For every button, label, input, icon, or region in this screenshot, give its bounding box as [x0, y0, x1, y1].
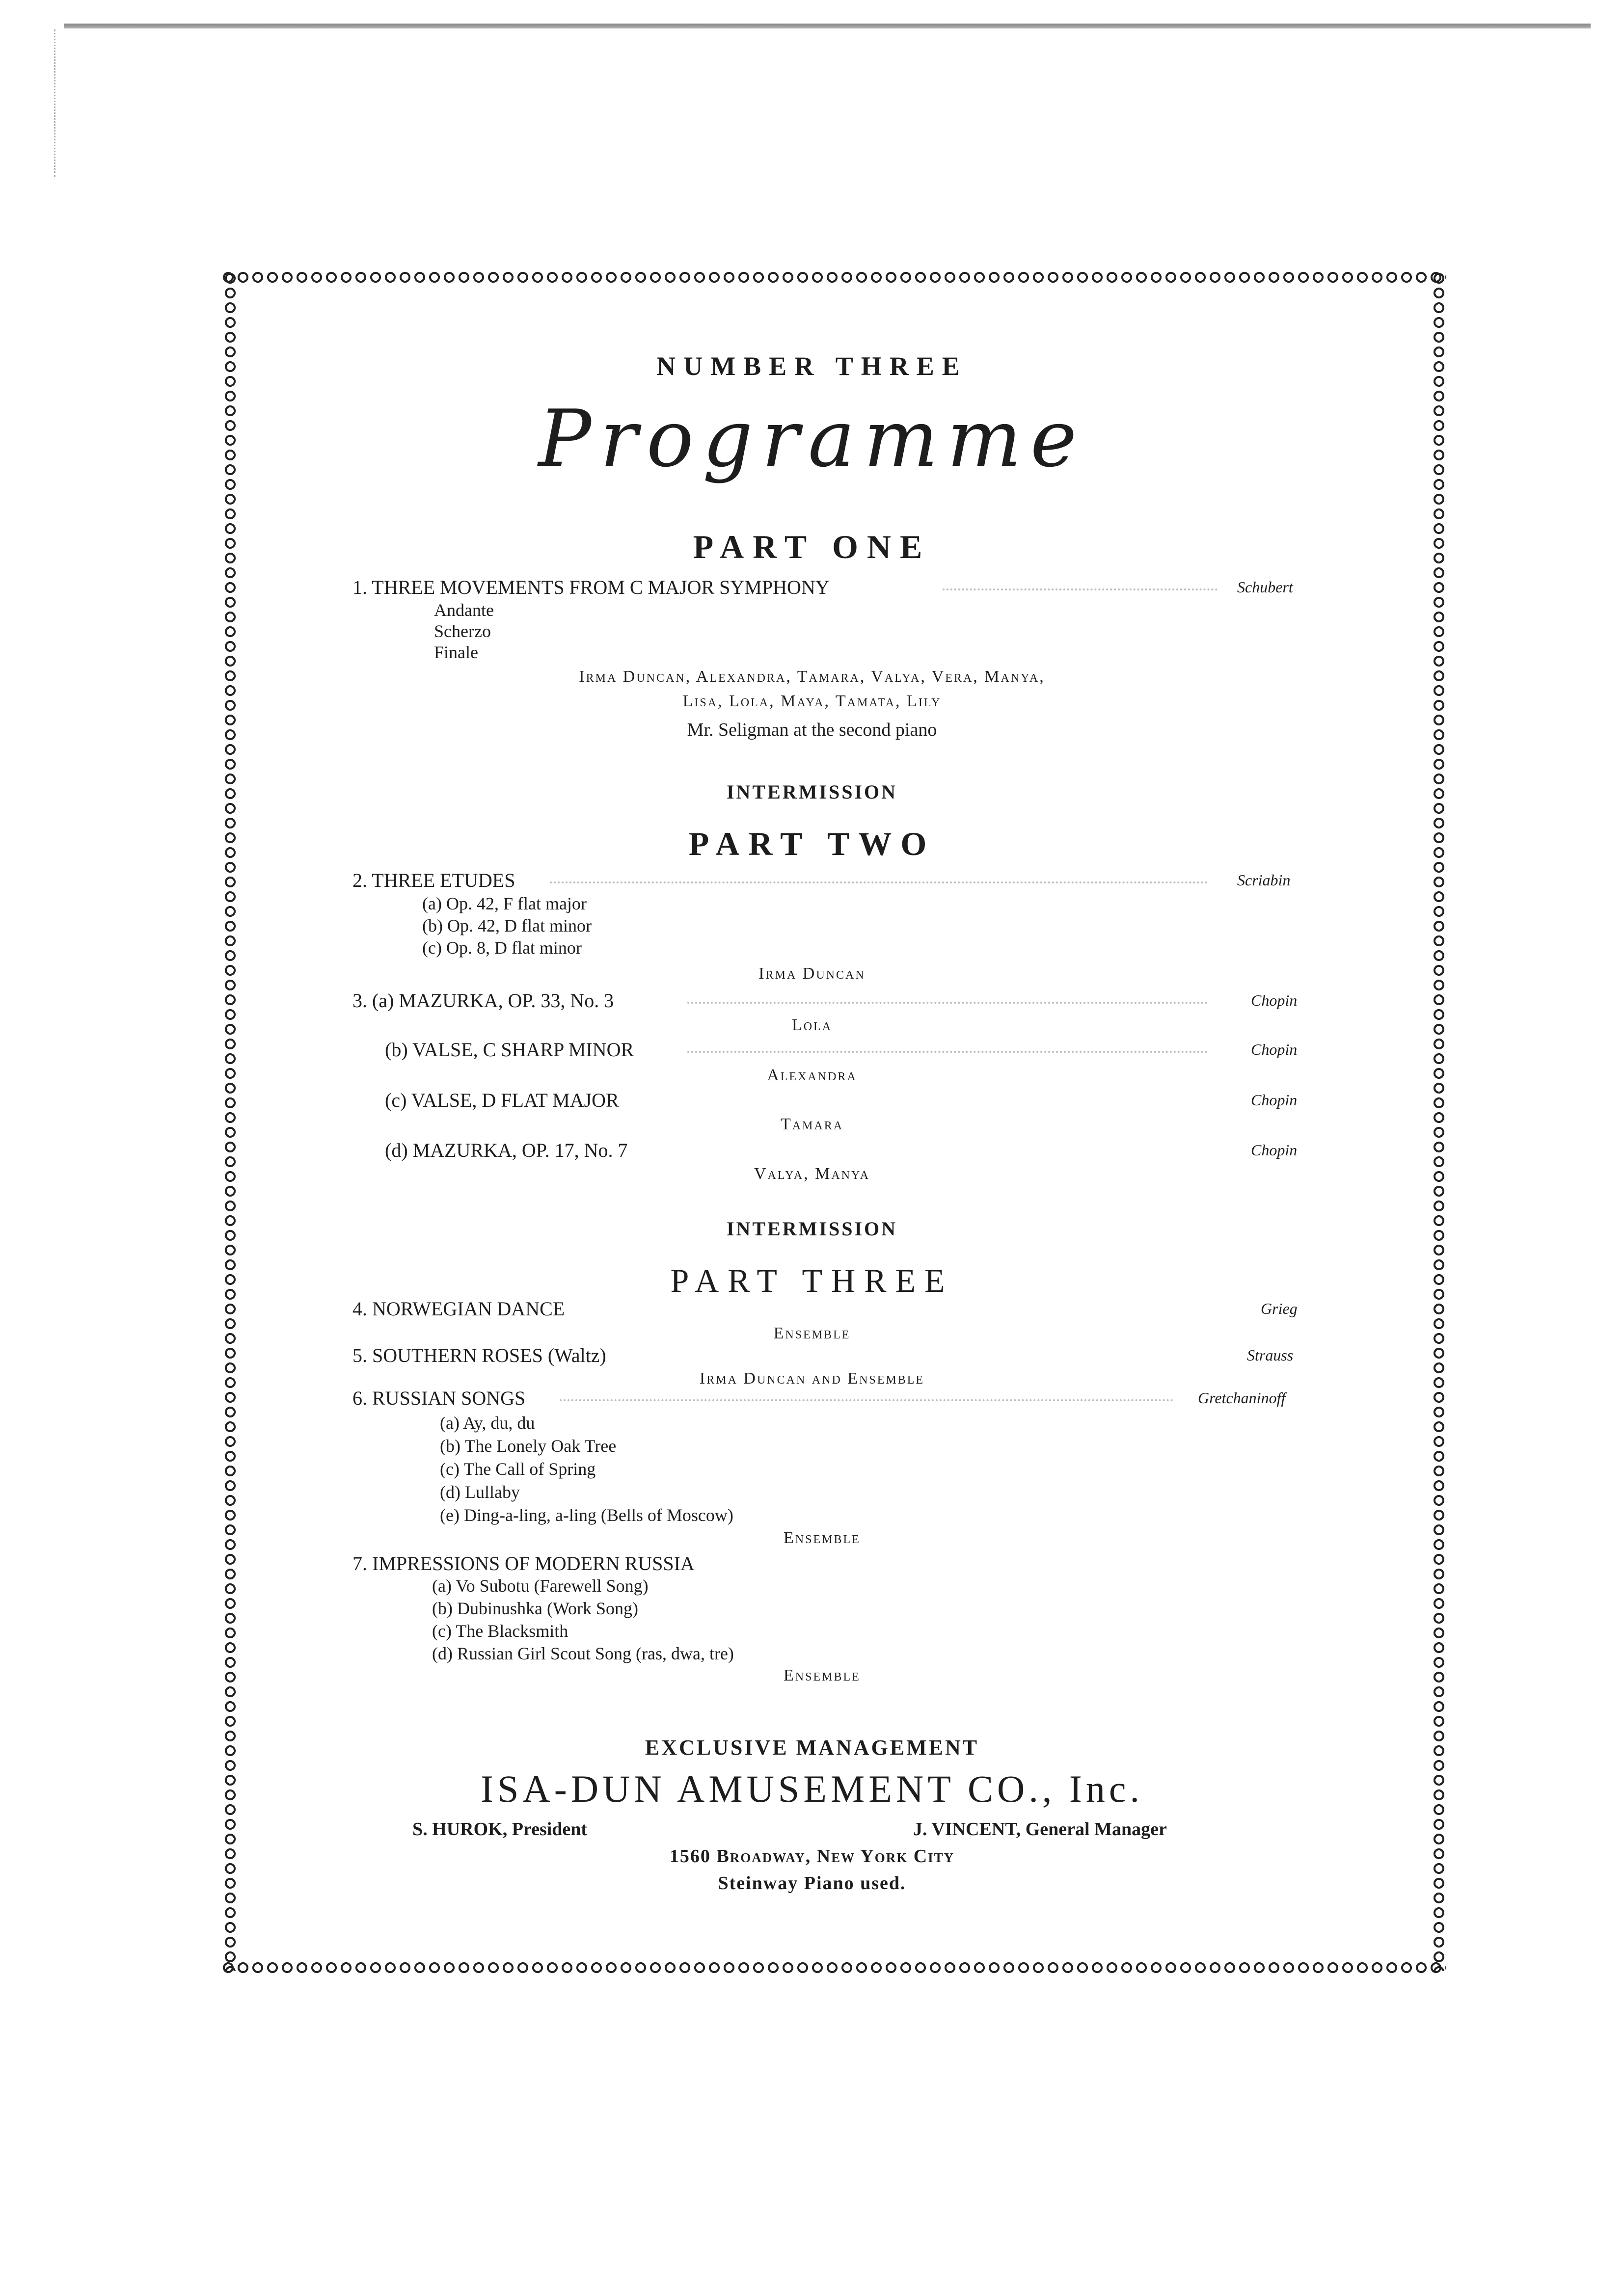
item-3a-composer: Chopin — [1251, 991, 1298, 1009]
etude: (a) Op. 42, F flat major — [422, 894, 587, 913]
item-4-title: 4. NORWEGIAN DANCE — [352, 1298, 565, 1320]
song: (d) Lullaby — [440, 1482, 520, 1502]
intermission-heading: INTERMISSION — [726, 1218, 898, 1240]
item-1-composer: Schubert — [1237, 578, 1293, 596]
item-7-performer: Ensemble — [784, 1666, 861, 1684]
etude: (b) Op. 42, D flat minor — [422, 916, 592, 935]
part-one-heading: PART ONE — [693, 528, 931, 565]
item-3a-title: 3. (a) MAZURKA, OP. 33, No. 3 — [352, 989, 614, 1012]
leader-dots — [687, 1049, 1208, 1053]
item-3a-performer: Lola — [791, 1016, 833, 1034]
song: (a) Ay, du, du — [440, 1413, 535, 1433]
piano-note: Steinway Piano used. — [718, 1873, 906, 1894]
item-2-composer: Scriabin — [1237, 871, 1291, 889]
programme-title: Programme — [538, 393, 1086, 484]
item-2-performer: Irma Duncan — [758, 964, 866, 983]
item-3b-performer: Alexandra — [767, 1066, 857, 1084]
item-1-title: 1. THREE MOVEMENTS FROM C MAJOR SYMPHONY — [352, 576, 830, 598]
item-3c-title: (c) VALSE, D FLAT MAJOR — [385, 1089, 619, 1111]
item-2-title: 2. THREE ETUDES — [352, 869, 515, 891]
item-3c-performer: Tamara — [780, 1115, 844, 1133]
item-1-performers: Lisa, Lola, Maya, Tamata, Lily — [682, 692, 942, 710]
item-4-composer: Grieg — [1261, 1300, 1298, 1317]
president: S. HUROK, President — [412, 1819, 588, 1840]
item-7-title: 7. IMPRESSIONS OF MODERN RUSSIA — [352, 1552, 695, 1575]
leader-dots — [550, 880, 1208, 883]
song: (c) The Call of Spring — [440, 1459, 596, 1479]
item-1-performers: Irma Duncan, Alexandra, Tamara, Valya, Vera, Manya, — [579, 667, 1045, 686]
part-three-heading: PART THREE — [670, 1262, 954, 1299]
movement: Scherzo — [434, 621, 491, 641]
company-name: ISA-DUN AMUSEMENT CO., Inc. — [481, 1767, 1143, 1810]
song: (d) Russian Girl Scout Song (ras, dwa, tre) — [432, 1644, 734, 1663]
item-3d-composer: Chopin — [1251, 1141, 1298, 1159]
number-heading: NUMBER THREE — [656, 351, 968, 381]
item-3b-title: (b) VALSE, C SHARP MINOR — [385, 1039, 634, 1061]
item-1-pianist: Mr. Seligman at the second piano — [687, 720, 937, 740]
scan-edge-speck — [54, 29, 59, 177]
item-6-performer: Ensemble — [784, 1529, 861, 1547]
address: 1560 Broadway, New York City — [669, 1846, 955, 1867]
item-3c-composer: Chopin — [1251, 1091, 1298, 1109]
item-6-title: 6. RUSSIAN SONGS — [352, 1387, 526, 1409]
item-5-composer: Strauss — [1247, 1346, 1294, 1364]
border-top — [221, 269, 1446, 286]
item-5-title: 5. SOUTHERN ROSES (Waltz) — [352, 1344, 606, 1366]
management-heading: EXCLUSIVE MANAGEMENT — [645, 1735, 979, 1760]
song: (c) The Blacksmith — [432, 1621, 568, 1641]
border-bottom — [221, 1959, 1446, 1976]
song: (a) Vo Subotu (Farewell Song) — [432, 1576, 649, 1596]
scan-edge-line — [64, 24, 1591, 28]
part-two-heading: PART TWO — [688, 825, 936, 862]
movement: Finale — [434, 642, 478, 662]
item-5-performer: Irma Duncan and Ensemble — [699, 1369, 925, 1388]
item-3d-performer: Valya, Manya — [754, 1165, 870, 1183]
item-3d-title: (d) MAZURKA, OP. 17, No. 7 — [385, 1139, 628, 1161]
movement: Andante — [434, 600, 494, 620]
item-3b-composer: Chopin — [1251, 1041, 1298, 1058]
item-6-composer: Gretchaninoff — [1198, 1389, 1286, 1407]
leader-dots — [943, 587, 1218, 590]
leader-dots — [560, 1397, 1173, 1401]
song: (e) Ding-a-ling, a-ling (Bells of Moscow) — [440, 1505, 733, 1525]
etude: (c) Op. 8, D flat minor — [422, 938, 582, 958]
item-4-performer: Ensemble — [773, 1324, 851, 1342]
intermission-heading: INTERMISSION — [726, 781, 898, 803]
song: (b) The Lonely Oak Tree — [440, 1436, 617, 1456]
leader-dots — [687, 1000, 1208, 1004]
song: (b) Dubinushka (Work Song) — [432, 1599, 639, 1618]
general-manager: J. VINCENT, General Manager — [913, 1819, 1167, 1840]
